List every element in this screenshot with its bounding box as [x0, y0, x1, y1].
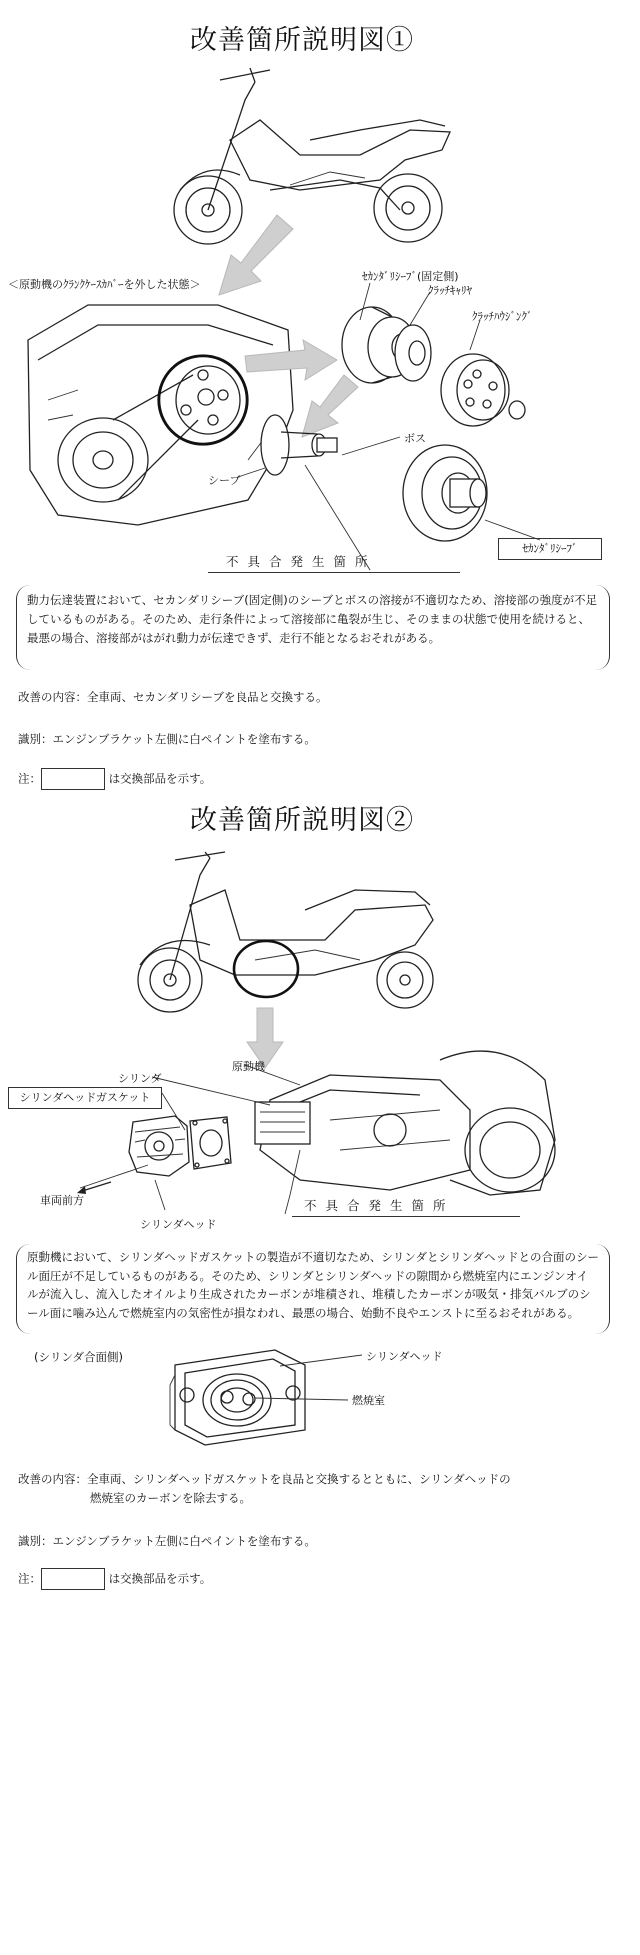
- improvement-2-line1: 改善の内容：全車両、シリンダヘッドガスケットを良品と交換するとともに、シリンダヘッドの: [18, 1472, 511, 1486]
- leader-lines-3: [0, 1340, 640, 1420]
- fig2-title: 改善箇所説明図②: [190, 805, 414, 836]
- description-2: 原動機において、シリンダヘッドガスケットの製造が不適切なため、シリンダとシリンダヘッドとの合面のシール面圧が不足しているものがある。そのため、シリンダとシリンダヘッドの隙間から燃焼室内にエンジンオイルが流入し、流入したオイルより生成されたカーボンが堆積され、堆積したカーボンが吸気・排気バルブのシール面に噛み込んで燃焼室内の気密性が損なわれ、最悪の場合、始動不良やエンストに至るおそれがある。: [27, 1250, 600, 1320]
- description-1: 動力伝達装置において、セカンダリシーブ(固定側)のシーブとボスの溶接が不適切なため、溶接部の強度が不足しているものがある。そのため、走行条件によって溶接部に亀裂が生じ、そのままの状態で使用を続けると、最悪の場合、溶接部がはがれ動力が伝達できず、走行不能となるおそれがある。: [27, 593, 598, 645]
- note-prefix-1: 注：: [18, 771, 41, 786]
- label-cylinder-head-2: シリンダヘッド: [366, 1350, 443, 1363]
- label-clutch-housing: ｸﾗｯﾁﾊｳｼﾞﾝｸﾞ: [472, 310, 533, 323]
- label-secondary-sheave-boxed: ｾｶﾝﾀﾞﾘｼｰﾌﾞ: [498, 538, 602, 560]
- label-cylinder: シリンダ: [118, 1072, 162, 1085]
- label-engine: 原動機: [232, 1060, 265, 1073]
- note-2: [18, 1568, 211, 1590]
- note-suffix-2: は交換部品を示す。: [108, 1571, 212, 1586]
- leader-lines-1: [0, 0, 640, 620]
- description-box-1: [16, 585, 610, 670]
- note-blank-box-1: [41, 768, 105, 790]
- label-boss: ボス: [404, 432, 426, 445]
- note-suffix-1: は交換部品を示す。: [108, 771, 212, 786]
- label-cylinder-head: シリンダヘッド: [140, 1218, 217, 1231]
- note-blank-box-2: [41, 1568, 105, 1590]
- defect-location-text-2: 不具合発生箇所: [304, 1198, 455, 1213]
- note-1: [18, 768, 211, 790]
- label-vehicle-front: 車両前方: [40, 1194, 84, 1207]
- defect-location-label-1: [208, 552, 460, 573]
- note-prefix-2: 注：: [18, 1571, 41, 1586]
- defect-highlight-circle-2: [228, 935, 308, 1005]
- label-sheave: シーブ: [208, 474, 241, 487]
- label-secondary-sheave-fixed: ｾｶﾝﾀﾞﾘｼｰﾌﾞ(固定側): [362, 270, 459, 283]
- improvement-2-line2: 燃焼室のカーボンを除去する。: [90, 1491, 251, 1505]
- defect-location-label-2: [292, 1196, 520, 1217]
- leader-lines-2: [0, 1030, 640, 1250]
- improvement-1: 改善の内容：全車両、セカンダリシーブを良品と交換する。: [18, 690, 328, 704]
- caption-mating-side: (シリンダ合面側): [34, 1350, 124, 1364]
- fig1-title: 改善箇所説明図①: [190, 25, 414, 56]
- identification-2: 識別：エンジンブラケット左側に白ペイントを塗布する。: [18, 1534, 316, 1548]
- description-box-2: [16, 1244, 610, 1334]
- identification-1: 識別：エンジンブラケット左側に白ペイントを塗布する。: [18, 732, 316, 746]
- label-combustion-chamber: 燃焼室: [352, 1394, 385, 1407]
- label-clutch-carrier: ｸﾗｯﾁｷｬﾘﾔ: [428, 284, 472, 297]
- label-head-gasket-boxed: シリンダヘッドガスケット: [8, 1087, 162, 1109]
- defect-location-text-1: 不具合発生箇所: [226, 554, 377, 569]
- caption-removed-cover: ＜原動機のｸﾗﾝｸｹｰｽｶﾊﾞｰを外した状態＞: [8, 278, 201, 291]
